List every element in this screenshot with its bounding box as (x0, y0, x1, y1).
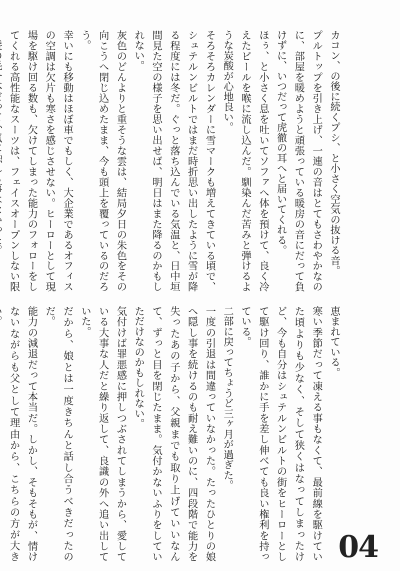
paragraph: ほぅ、と小さく息を吐いてソファへ体を預けて、良く冷えたビールを喉に流し込んだ。馴染んだ苦みと弾けるような炭酸が心地良い。 (221, 30, 268, 292)
paragraph: カコン、の後に続くプシ、と小さく空気の抜ける音。 (328, 30, 339, 276)
paragraph: 恵まれている。 (328, 306, 339, 378)
paragraph: プルトップを引き上げ、一連の音はとてもさわやかなのに、部屋を暖めようと頑張っている暖房の音にだって負けずに、いつだって虎徹の耳へと届いてくれる。 (274, 30, 322, 292)
paragraph: 幸いにも移動はほぼ車でもしく、大企業であるオフィスの空調は欠片も寒さを感じさせない。ヒーローとして現場を駆け回る数も、欠けてしまった能力のフォローをしてくれる高性能なスーツは、フェイスオープンしない限 (7, 30, 73, 292)
paragraph: 寒い季節だって凍える事もなくて、最前線を駆けていた頃よりも少なく、そして狭くはなってしまったけど、今も自分はシュテルンビルトの街をヒーローとして駆け回り、誰かに手を差し伸べても良い権利を持っている。 (239, 306, 322, 562)
upper-text-block (7, 30, 342, 292)
paragraph: そろそろカレンダーに雪マークも増えてきている頃で、シュテルンビルトではまだ時折思い出したように雪が降る程度には冬だ。ぐっと落ち込んでいる気温と、日中垣間見た空の様子を思い出せば、明日はまた降るのかもしれない。 (132, 30, 215, 292)
paragraph: 灰色のどんよりと重そうな雲は、結局夕日の朱色をその向こうへ閉じ込めたまま、今も頭上を覆っているのだろう。 (78, 30, 126, 292)
paragraph: 二部に戻ってちょうど三ヶ月が過ぎた。 (221, 306, 233, 491)
lower-text-block (7, 306, 342, 562)
paragraph: 一度の引退は間違っていなかった。たったひとりの娘へ隠し事を続けるのも耐え難いのに、四段階で能力を失ったあの子から、父親までも取り上げていいなんて、ずっと目を閉じたまま。気付かないふりをしていただけなのかもしれない。 (132, 306, 215, 562)
paragraph: 能力の減退だって本当だ。しかし、そもそもが、情けないながらも父として理由から、こちらの方が大き (7, 306, 37, 562)
page-number: 04 (338, 530, 378, 565)
paragraph: だから、娘とは一度きちんと話し合うべきだったのだ。 (43, 306, 73, 562)
paragraph: 気付けば罪悪感に押しつぶされてしまうから、愛している大事な人だと繰り返して、良識の外へ追い出していた。 (78, 306, 126, 562)
